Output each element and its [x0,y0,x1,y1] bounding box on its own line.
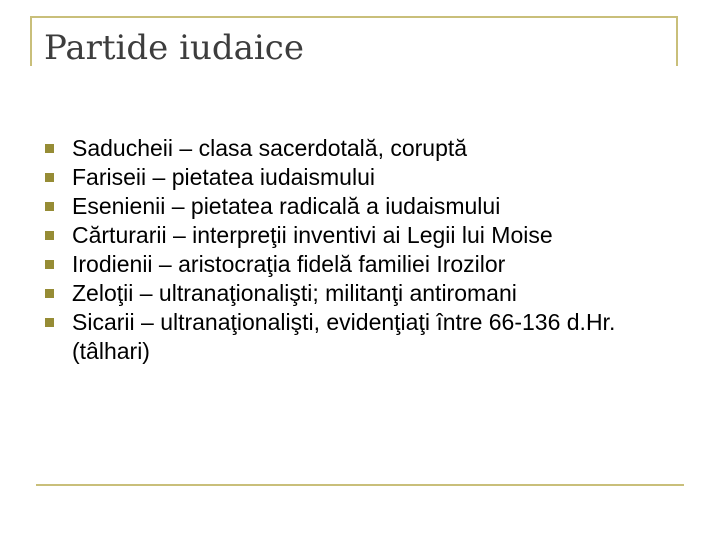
slide-title: Partide iudaice [44,28,304,68]
square-bullet-icon [45,202,54,211]
bullet-item [44,308,652,366]
bullet-item [44,250,704,279]
frame-bottom-line [36,484,684,486]
square-bullet-icon [45,260,54,269]
bullet-text: Zeloţii – ultranaţionalişti; militanţi antiromani [72,280,517,306]
bullet-text: Sicarii – ultranaţionalişti, evidenţiaţi între 66-136 d.Hr. (tâlhari) [72,309,616,364]
square-bullet-icon [45,289,54,298]
bullet-list [44,134,704,366]
bullet-item [44,134,704,163]
square-bullet-icon [45,318,54,327]
bullet-item [44,279,704,308]
bullet-text: Fariseii – pietatea iudaismului [72,164,375,190]
bullet-text: Saducheii – clasa sacerdotală, coruptă [72,135,468,161]
bullet-text: Irodienii – aristocraţia fidelă familiei Irozilor [72,251,506,277]
square-bullet-icon [45,173,54,182]
bullet-text: Cărturarii – interpreţii inventivi ai Legii lui Moise [72,222,553,248]
bullet-item [44,163,704,192]
bullet-item [44,221,704,250]
frame-right-line [676,16,678,66]
frame-top-line [30,16,678,18]
bullet-item [44,192,704,221]
square-bullet-icon [45,231,54,240]
frame-left-line [30,16,32,66]
bullet-text: Esenienii – pietatea radicală a iudaismului [72,193,501,219]
square-bullet-icon [45,144,54,153]
